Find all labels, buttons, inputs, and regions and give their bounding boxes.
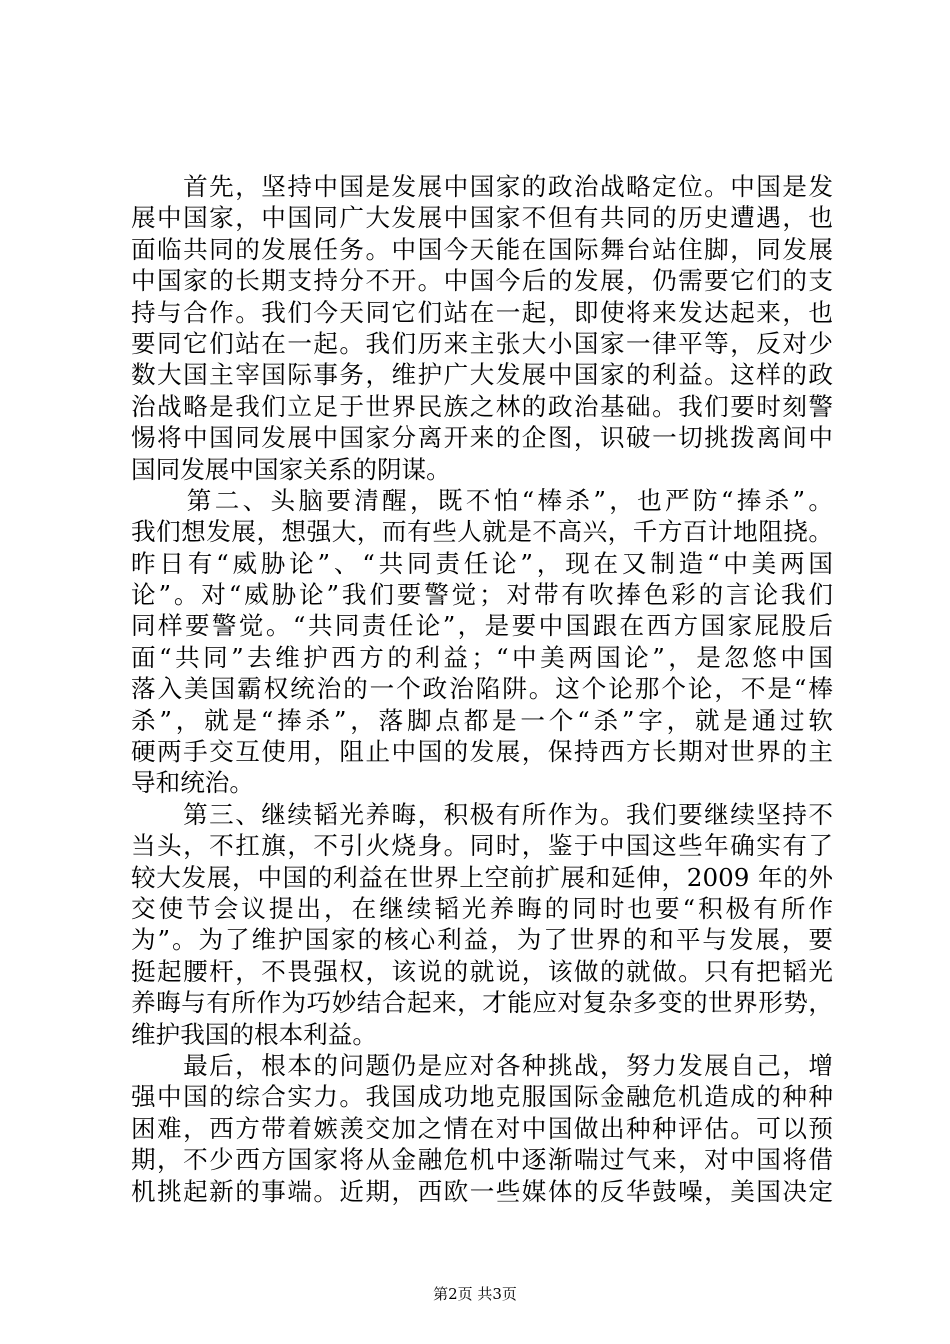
text-line: 落入美国霸权统治的一个政治陷阱。这个论那个论，不是“棒 [131,674,833,704]
text-line: 第三、继续韬光养晦，积极有所作为。我们要继续坚持不 [131,799,833,829]
text-line: 论”。对“威胁论”我们要警觉；对带有吹捧色彩的言论我们 [131,580,833,610]
text-line: 昨日有“威胁论”、“共同责任论”，现在又制造“中美两国 [131,548,833,578]
text-line: 国同发展中国家关系的阴谋。 [131,454,451,484]
text-line: 为”。为了维护国家的核心利益，为了世界的和平与发展，要 [131,925,833,955]
text-line: 机挑起新的事端。近期，西欧一些媒体的反华鼓噪，美国决定 [131,1176,833,1206]
text-line: 硬两手交互使用，阻止中国的发展，保持西方长期对世界的主 [131,737,833,767]
text-line: 交使节会议提出，在继续韬光养晦的同时也要“积极有所作 [131,893,833,923]
text-line: 同样要警觉。“共同责任论”，是要中国跟在西方国家屁股后 [131,611,833,641]
text-line: 强中国的综合实力。我国成功地克服国际金融危机造成的种种 [131,1082,833,1112]
text-line: 持与合作。我们今天同它们站在一起，即使将来发达起来，也 [131,297,833,327]
text-line: 面临共同的发展任务。中国今天能在国际舞台站住脚，同发展 [131,234,833,264]
text-line: 首先，坚持中国是发展中国家的政治战略定位。中国是发 [131,172,833,201]
text-line: 期，不少西方国家将从金融危机中逐渐喘过气来，对中国将借 [131,1145,833,1175]
text-line: 面“共同”去维护西方的利益；“中美两国论”，是忽悠中国 [131,642,833,672]
text-line: 困难，西方带着嫉羡交加之情在对中国做出种种评估。可以预 [131,1113,833,1143]
text-line: 较大发展，中国的利益在世界上空前扩展和延伸，2009 年的外 [131,862,833,892]
document-body [131,171,833,1207]
text-line: 要同它们站在一起。我们历来主张大小国家一律平等，反对少 [131,328,833,358]
text-line: 惕将中国同发展中国家分离开来的企图，识破一切挑拨离间中 [131,423,833,453]
text-line: 数大国主宰国际事务，维护广大发展中国家的利益。这样的政 [131,360,833,390]
text-line: 治战略是我们立足于世界民族之林的政治基础。我们要时刻警 [131,391,833,421]
text-line: 养晦与有所作为巧妙结合起来，才能应对复杂多变的世界形势， [131,988,833,1018]
text-line: 最后，根本的问题仍是应对各种挑战，努力发展自己，增 [131,1050,833,1080]
text-line: 我们想发展，想强大，而有些人就是不高兴，千方百计地阻挠。 [131,517,833,547]
text-line: 展中国家，中国同广大发展中国家不但有共同的历史遭遇，也 [131,203,833,233]
page-number-footer: 第2页 共3页 [433,1285,517,1303]
text-line: 第二、头脑要清醒，既不怕“棒杀”，也严防“捧杀”。 [131,485,833,515]
text-line: 挺起腰杆，不畏强权，该说的就说，该做的就做。只有把韬光 [131,956,833,986]
text-line: 当头，不扛旗，不引火烧身。同时，鉴于中国这些年确实有了 [131,831,833,861]
text-line: 维护我国的根本利益。 [131,1019,377,1049]
text-line: 杀”，就是“捧杀”，落脚点都是一个“杀”字，就是通过软 [131,705,833,735]
text-line: 导和统治。 [131,768,254,798]
text-line: 中国家的长期支持分不开。中国今后的发展，仍需要它们的支 [131,266,833,296]
